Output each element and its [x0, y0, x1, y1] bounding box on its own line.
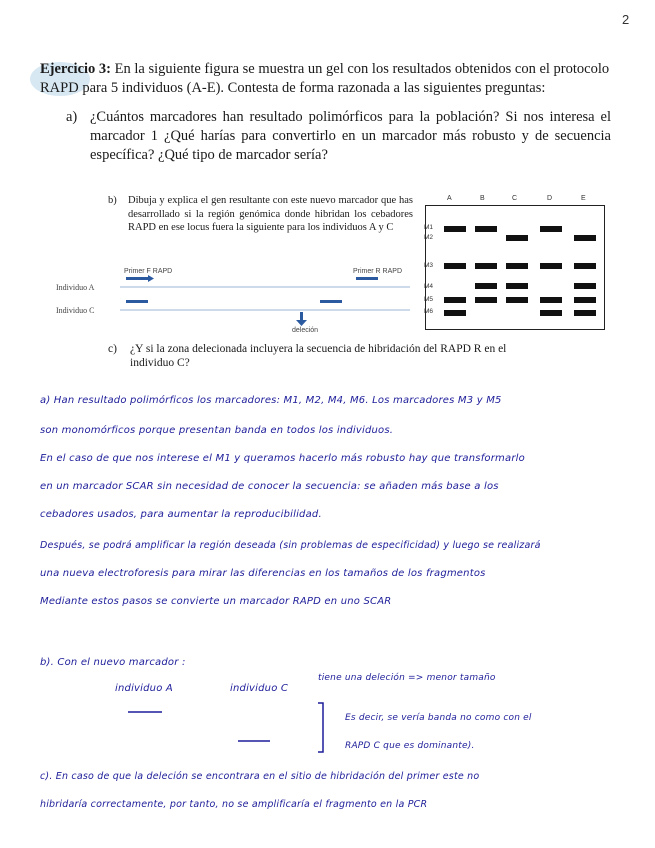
gel-band-m3-d: [540, 263, 562, 269]
primer-r-a: [356, 277, 378, 280]
exercise-text-1: En la siguiente figura se muestra un gel con los resultados obtenidos con el protocolo: [111, 61, 610, 77]
marker-label-m3: M3: [424, 262, 434, 269]
primer-f-a-arrow: [148, 275, 154, 282]
answer-a-line-6: Después, se podrá amplificar la región deseada (sin problemas de especificidad) y luego se realizará: [40, 540, 541, 551]
gel-band-m5-d: [540, 297, 562, 303]
deletion-arrow-shaft: [300, 312, 303, 320]
primer-r-c: [320, 300, 342, 303]
gel-band-m4-b: [475, 283, 497, 289]
gel-band-m4-c: [506, 283, 528, 289]
answer-c-line-2: hibridaría correctamente, por tanto, no se amplificaría el fragmento en la PCR: [40, 799, 428, 810]
gel-image: [425, 205, 605, 330]
lane-label-c: C: [512, 195, 518, 202]
gel-band-m3-e: [574, 263, 596, 269]
primer-f-c: [126, 300, 148, 303]
answer-b-explain-2: RAPD C que es dominante).: [345, 741, 475, 751]
gel-band-m6-d: [540, 310, 562, 316]
marker-label-m6: M6: [424, 308, 434, 315]
question-b-label: b): [108, 195, 117, 206]
bracket: [318, 703, 323, 752]
gel-band-m5-a: [444, 297, 466, 303]
exercise-rapd: RAPD: [40, 80, 79, 96]
primer-f-a: [126, 277, 148, 280]
marker-label-m2: M2: [424, 234, 434, 241]
answer-b-explain-1: Es decir, se vería banda no como con el: [345, 713, 532, 723]
answer-b-note: tiene una deleción => menor tamaño: [318, 673, 496, 683]
question-c-label: c): [108, 343, 117, 355]
answer-b-drawing: [120, 700, 350, 760]
gel-band-m5-b: [475, 297, 497, 303]
gel-band-m5-c: [506, 297, 528, 303]
marker-label-m4: M4: [424, 283, 434, 290]
answer-a-line-1: a) Han resultado polimórficos los marcadores: M1, M2, M4, M6. Los marcadores M3 y M5: [40, 395, 502, 406]
lane-label-d: D: [547, 195, 553, 202]
marker-label-m5: M5: [424, 296, 434, 303]
primer-f-label: Primer F RAPD: [124, 268, 173, 275]
gel-band-m3-a: [444, 263, 466, 269]
gel-band-m3-c: [506, 263, 528, 269]
gel-band-m2-e: [574, 235, 596, 241]
gel-band-m1-a: [444, 226, 466, 232]
lane-label-e: E: [581, 195, 586, 202]
answer-a-line-3: En el caso de que nos interese el M1 y queramos hacerlo más robusto hay que transformarlo: [40, 453, 525, 464]
marker-label-m1: M1: [424, 224, 434, 231]
individuo-a-label: Individuo A: [56, 283, 95, 292]
question-b: [108, 194, 413, 235]
exercise-label: Ejercicio 3:: [40, 61, 111, 77]
gel-band-m5-e: [574, 297, 596, 303]
question-a: [66, 108, 611, 165]
gel-band-m4-e: [574, 283, 596, 289]
delecion-label: deleción: [292, 327, 319, 334]
gel-band-m6-a: [444, 310, 466, 316]
question-a-text: ¿Cuántos marcadores han resultado polimórficos para la población? Si nos interesa el marcador 1 ¿Qué harías para convertirlo en un marcador más robusto y de secuencia específica? ¿Qué tipo de marcador sería?: [90, 109, 611, 163]
gel-band-m1-b: [475, 226, 497, 232]
primer-r-label: Primer R RAPD: [353, 268, 403, 275]
answer-b-individuo-c: individuo C: [230, 683, 289, 694]
question-a-label: a): [66, 109, 78, 125]
question-c-text: ¿Y si la zona delecionada incluyera la secuencia de hibridación del RAPD R en el individuo C?: [130, 343, 507, 369]
exercise-title: [40, 60, 620, 98]
gel-band-m2-c: [506, 235, 528, 241]
gel-band-m3-b: [475, 263, 497, 269]
page-number: 2: [622, 12, 630, 27]
lane-label-b: B: [480, 195, 485, 202]
lane-label-a: A: [447, 195, 452, 202]
answer-a-line-4: en un marcador SCAR sin necesidad de conocer la secuencia: se añaden más base a los: [40, 481, 499, 492]
answer-c-line-1: c). En caso de que la deleción se encontrara en el sitio de hibridación del primer este no: [40, 771, 480, 782]
answer-b-individuo-a: individuo A: [115, 683, 173, 694]
answer-a-line-8: Mediante estos pasos se convierte un marcador RAPD en uno SCAR: [40, 596, 392, 607]
gel-band-m1-d: [540, 226, 562, 232]
individuo-c-label: Individuo C: [56, 306, 95, 315]
answer-a-line-5: cebadores usados, para aumentar la reproducibilidad.: [40, 509, 322, 520]
answer-b-intro: b). Con el nuevo marcador :: [40, 657, 186, 668]
deletion-arrow-head: [296, 320, 307, 326]
question-c: [108, 342, 548, 370]
answer-a-line-7: una nueva electroforesis para mirar las diferencias en los tamaños de los fragmentos: [40, 568, 486, 579]
exercise-text-2: para 5 individuos (A-E). Contesta de forma razonada a las siguientes preguntas:: [78, 80, 546, 96]
answer-a-line-2: son monomórficos porque presentan banda en todos los individuos.: [40, 425, 394, 436]
gel-band-m6-e: [574, 310, 596, 316]
question-b-text: Dibuja y explica el gen resultante con este nuevo marcador que has desarrollado si la región genómica donde hibridan los cebadores RAPD en ese locus fuera la siguiente para los individuos A y C: [128, 195, 413, 233]
